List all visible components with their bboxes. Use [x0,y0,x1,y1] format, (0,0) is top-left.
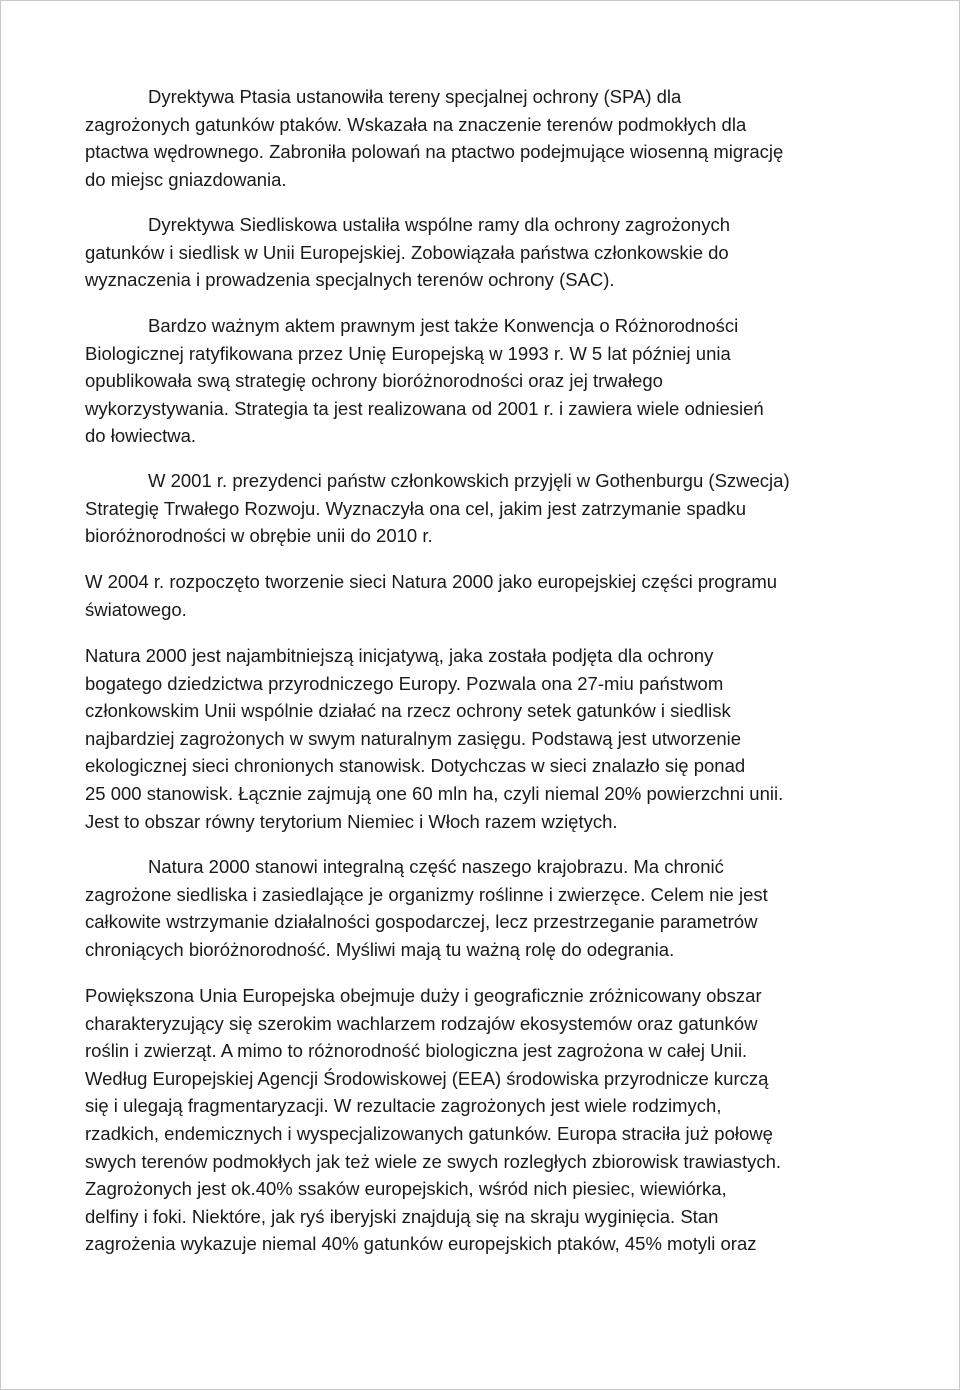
text-line: chroniących bioróżnorodność. Myśliwi mają tu ważną rolę do odegrania. [85,938,675,960]
text-line: wyznaczenia i prowadzenia specjalnych terenów ochrony (SAC). [85,269,615,291]
text-line: Bardzo ważnym aktem prawnym jest także Konwencja o Różnorodności [148,315,739,336]
text-line: całkowite wstrzymanie działalności gospodarczej, lecz przestrzeganie parametrów [85,911,758,933]
text-line: W 2001 r. prezydenci państw członkowskich przyjęli w Gothenburgu (Szwecja) [148,470,790,491]
text-line: ekologicznej sieci chronionych stanowisk. Dotychczas w sieci znalazło się ponad [85,755,746,777]
text-line: zagrożonych gatunków ptaków. Wskazała na znaczenie terenów podmokłych dla [85,113,747,135]
text-line: Biologicznej ratyfikowana przez Unię Europejską w 1993 r. W 5 lat później unia [85,342,731,364]
text-line: swych terenów podmokłych jak też wiele ze swych rozległych zbiorowisk trawiastych. [85,1150,782,1172]
text-line: Dyrektywa Ptasia ustanowiła tereny specjalnej ochrony (SPA) dla [148,86,682,107]
text-line: się i ulegają fragmentaryzacji. W rezultacie zagrożonych jest wiele rodzimych, [85,1095,722,1117]
text-line: Powiększona Unia Europejska obejmuje duży i geograficznie zróżnicowany obszar [85,985,762,1006]
text-line: charakteryzujący się szerokim wachlarzem rodzajów ekosystemów oraz gatunków [85,1012,758,1034]
text-line: zagrożone siedliska i zasiedlające je organizmy roślinne i zwierzęce. Celem nie jest [85,883,768,905]
paragraph-natura-start [85,568,885,623]
text-line: Dyrektywa Siedliskowa ustaliła wspólne ramy dla ochrony zagrożonych [148,214,730,235]
text-line: W 2004 r. rozpoczęto tworzenie sieci Natura 2000 jako europejskiej części programu [85,571,778,592]
text-line: Według Europejskiej Agencji Środowiskowej (EEA) środowiska przyrodnicze kurczą [85,1067,769,1089]
text-line: Natura 2000 stanowi integralną część naszego krajobrazu. Ma chronić [148,856,724,877]
text-line: światowego. [85,598,187,620]
text-line: ptactwa wędrownego. Zabroniła polowań na ptactwo podejmujące wiosenną migrację [85,141,784,163]
paragraph-sustainable-development [85,467,885,550]
paragraph-birds-directive [85,83,885,193]
text-line: wykorzystywania. Strategia ta jest realizowana od 2001 r. i zawiera wiele odniesień [85,397,764,419]
text-line: rzadkich, endemicznych i wyspecjalizowanych gatunków. Europa straciła już połowę [85,1122,773,1144]
paragraph-habitats-directive [85,211,885,294]
text-line: opublikowała swą strategię ochrony bioróżnorodności oraz jej trwałego [85,370,663,392]
text-line: delfiny i foki. Niektóre, jak ryś iberyjski znajdują się na skraju wyginięcia. Stan [85,1205,719,1227]
text-line: bogatego dziedzictwa przyrodniczego Europy. Pozwala ona 27-miu państwom [85,672,724,694]
text-line: Zagrożonych jest ok.40% ssaków europejskich, wśród nich piesiec, wiewiórka, [85,1178,727,1200]
text-line: do miejsc gniazdowania. [85,168,287,190]
text-line: członkowskim Unii wspólnie działać na rzecz ochrony setek gatunków i siedlisk [85,700,731,722]
paragraph-natura-landscape [85,853,885,963]
text-line: najbardziej zagrożonych w swym naturalnym zasięgu. Podstawą jest utworzenie [85,727,742,749]
paragraph-enlarged-union [85,982,885,1258]
text-line: Strategię Trwałego Rozwoju. Wyznaczyła ona cel, jakim jest zatrzymanie spadku [85,497,746,519]
paragraph-natura-initiative [85,642,885,835]
text-line: zagrożenia wykazuje niemal 40% gatunków europejskich ptaków, 45% motyli oraz [85,1233,757,1255]
text-line: do łowiectwa. [85,425,197,447]
text-line: 25 000 stanowisk. Łącznie zajmują one 60 mln ha, czyli niemal 20% powierzchni unii. [85,782,784,804]
text-line: gatunków i siedlisk w Unii Europejskiej. Zobowiązała państwa członkowskie do [85,241,729,263]
paragraph-biodiversity-convention [85,312,885,450]
text-line: Natura 2000 jest najambitniejszą inicjatywą, jaka została podjęta dla ochrony [85,645,714,666]
text-line: bioróżnorodności w obrębie unii do 2010 r. [85,525,433,547]
text-line: roślin i zwierząt. A mimo to różnorodność biologiczna jest zagrożona w całej Unii. [85,1040,748,1062]
text-line: Jest to obszar równy terytorium Niemiec i Włoch razem wziętych. [85,810,618,832]
